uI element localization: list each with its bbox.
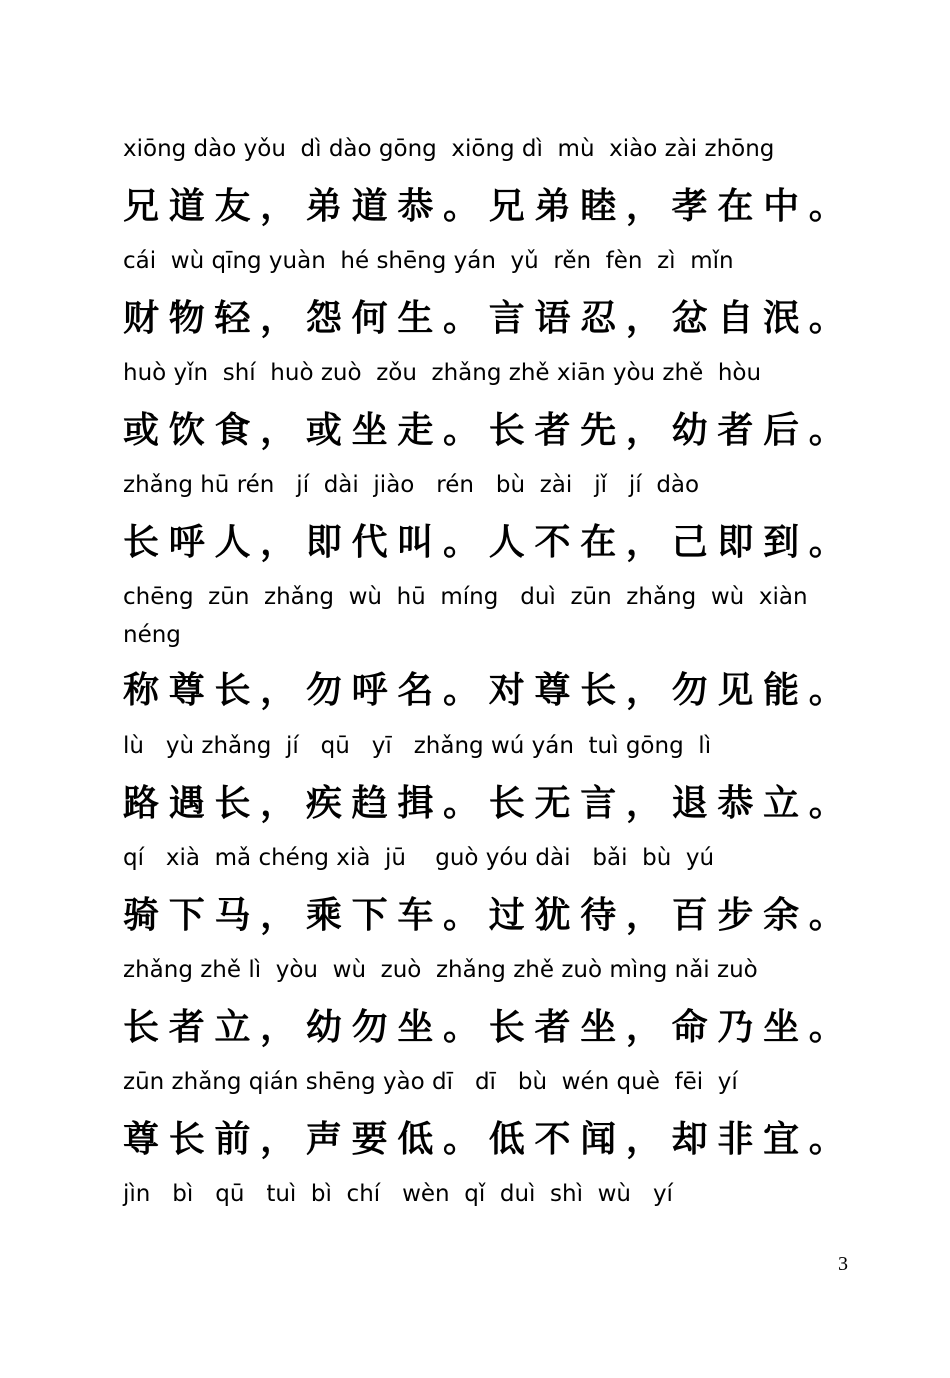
hanzi-line-9 xyxy=(123,1117,845,1161)
hanzi-char: 忍 xyxy=(580,297,617,339)
hanzi-char: 待 xyxy=(580,894,617,936)
punctuation-mark: ， xyxy=(625,894,662,936)
hanzi-char: 泯 xyxy=(763,297,800,339)
hanzi-char: 食 xyxy=(214,409,251,451)
hanzi-char: 财 xyxy=(123,297,160,339)
punctuation-mark: 。 xyxy=(443,669,480,711)
punctuation-mark: ， xyxy=(260,1006,297,1048)
hanzi-char: 非 xyxy=(717,1118,754,1160)
hanzi-line-7 xyxy=(123,893,845,937)
punctuation-mark: 。 xyxy=(808,409,845,451)
hanzi-char: 对 xyxy=(488,669,525,711)
hanzi-char: 坐 xyxy=(580,1006,617,1048)
hanzi-char: 见 xyxy=(717,669,754,711)
punctuation-mark: ， xyxy=(625,1006,662,1048)
hanzi-char: 命 xyxy=(671,1006,708,1048)
hanzi-char: 坐 xyxy=(351,409,388,451)
punctuation-mark: ， xyxy=(260,1118,297,1160)
hanzi-char: 者 xyxy=(168,1006,205,1048)
hanzi-char: 或 xyxy=(123,409,160,451)
punctuation-mark: 。 xyxy=(808,782,845,824)
hanzi-char: 称 xyxy=(123,669,160,711)
hanzi-char: 尊 xyxy=(534,669,571,711)
pinyin-line-2: cái wù qīng yuàn hé shēng yán yǔ rěn fèn zì mǐn xyxy=(123,248,734,274)
hanzi-char: 能 xyxy=(763,669,800,711)
hanzi-char: 宜 xyxy=(763,1118,800,1160)
hanzi-line-6 xyxy=(123,781,845,825)
hanzi-char: 骑 xyxy=(123,894,160,936)
punctuation-mark: ， xyxy=(625,409,662,451)
hanzi-char: 长 xyxy=(123,1006,160,1048)
hanzi-char: 自 xyxy=(717,297,754,339)
hanzi-char: 立 xyxy=(763,782,800,824)
hanzi-char: 下 xyxy=(168,894,205,936)
pinyin-line-5: chēng zūn zhǎng wù hū míng duì zūn zhǎng wù xiàn néng xyxy=(123,584,815,648)
hanzi-char: 在 xyxy=(580,521,617,563)
punctuation-mark: ， xyxy=(260,782,297,824)
hanzi-char: 人 xyxy=(214,521,251,563)
hanzi-char: 坐 xyxy=(397,1006,434,1048)
hanzi-char: 或 xyxy=(305,409,342,451)
punctuation-mark: 。 xyxy=(443,1006,480,1048)
hanzi-char: 何 xyxy=(351,297,388,339)
hanzi-char: 道 xyxy=(168,185,205,227)
hanzi-char: 到 xyxy=(763,521,800,563)
hanzi-char: 揖 xyxy=(397,782,434,824)
hanzi-char: 却 xyxy=(671,1118,708,1160)
punctuation-mark: 。 xyxy=(808,1118,845,1160)
hanzi-char: 勿 xyxy=(305,669,342,711)
hanzi-char: 幼 xyxy=(671,409,708,451)
pinyin-line-8: zhǎng zhě lì yòu wù zuò zhǎng zhě zuò mìng nǎi zuò xyxy=(123,957,758,983)
hanzi-char: 长 xyxy=(214,782,251,824)
hanzi-char: 物 xyxy=(168,297,205,339)
punctuation-mark: 。 xyxy=(808,669,845,711)
hanzi-char: 长 xyxy=(488,409,525,451)
page-number: 3 xyxy=(838,1253,848,1275)
hanzi-char: 在 xyxy=(717,185,754,227)
punctuation-mark: 。 xyxy=(443,409,480,451)
punctuation-mark: 。 xyxy=(443,894,480,936)
hanzi-char: 下 xyxy=(351,894,388,936)
hanzi-char: 立 xyxy=(214,1006,251,1048)
pinyin-line-3: huò yǐn shí huò zuò zǒu zhǎng zhě xiān yòu zhě hòu xyxy=(123,360,762,386)
hanzi-char: 勿 xyxy=(671,669,708,711)
hanzi-char: 幼 xyxy=(305,1006,342,1048)
hanzi-char: 过 xyxy=(488,894,525,936)
hanzi-char: 无 xyxy=(534,782,571,824)
punctuation-mark: ， xyxy=(625,521,662,563)
hanzi-char: 代 xyxy=(351,521,388,563)
hanzi-line-1 xyxy=(123,184,845,228)
pinyin-line-1: xiōng dào yǒu dì dào gōng xiōng dì mù xiào zài zhōng xyxy=(123,136,775,162)
pinyin-line-7: qí xià mǎ chéng xià jū guò yóu dài bǎi bù yú xyxy=(123,845,715,871)
punctuation-mark: ， xyxy=(625,782,662,824)
punctuation-mark: 。 xyxy=(808,297,845,339)
hanzi-char: 疾 xyxy=(305,782,342,824)
hanzi-line-5 xyxy=(123,668,845,712)
punctuation-mark: ， xyxy=(260,297,297,339)
hanzi-char: 睦 xyxy=(580,185,617,227)
punctuation-mark: ， xyxy=(625,185,662,227)
hanzi-char: 低 xyxy=(397,1118,434,1160)
punctuation-mark: ， xyxy=(260,409,297,451)
hanzi-char: 饮 xyxy=(168,409,205,451)
punctuation-mark: 。 xyxy=(443,1118,480,1160)
hanzi-line-2 xyxy=(123,296,845,340)
hanzi-char: 长 xyxy=(580,669,617,711)
hanzi-char: 名 xyxy=(397,669,434,711)
hanzi-char: 乃 xyxy=(717,1006,754,1048)
hanzi-char: 长 xyxy=(214,669,251,711)
hanzi-char: 余 xyxy=(763,894,800,936)
hanzi-char: 言 xyxy=(488,297,525,339)
hanzi-char: 孝 xyxy=(671,185,708,227)
hanzi-char: 犹 xyxy=(534,894,571,936)
pinyin-line-10: jìn bì qū tuì bì chí wèn qǐ duì shì wù yí xyxy=(123,1181,673,1207)
hanzi-char: 道 xyxy=(351,185,388,227)
hanzi-line-8 xyxy=(123,1005,845,1049)
hanzi-char: 不 xyxy=(534,521,571,563)
punctuation-mark: ， xyxy=(625,669,662,711)
pinyin-line-4: zhǎng hū rén jí dài jiào rén bù zài jǐ jí dào xyxy=(123,472,700,498)
hanzi-char: 弟 xyxy=(305,185,342,227)
hanzi-char: 长 xyxy=(488,782,525,824)
hanzi-char: 闻 xyxy=(580,1118,617,1160)
punctuation-mark: 。 xyxy=(443,782,480,824)
hanzi-char: 长 xyxy=(168,1118,205,1160)
hanzi-char: 声 xyxy=(305,1118,342,1160)
pinyin-line-6: lù yù zhǎng jí qū yī zhǎng wú yán tuì gōng lì xyxy=(123,733,712,759)
hanzi-char: 前 xyxy=(214,1118,251,1160)
hanzi-char: 勿 xyxy=(351,1006,388,1048)
hanzi-char: 者 xyxy=(534,409,571,451)
hanzi-char: 百 xyxy=(671,894,708,936)
hanzi-char: 要 xyxy=(351,1118,388,1160)
hanzi-char: 轻 xyxy=(214,297,251,339)
hanzi-char: 弟 xyxy=(534,185,571,227)
punctuation-mark: 。 xyxy=(443,185,480,227)
hanzi-char: 友 xyxy=(214,185,251,227)
hanzi-char: 走 xyxy=(397,409,434,451)
hanzi-line-4 xyxy=(123,520,845,564)
hanzi-char: 坐 xyxy=(763,1006,800,1048)
hanzi-char: 长 xyxy=(123,521,160,563)
hanzi-char: 低 xyxy=(488,1118,525,1160)
hanzi-char: 乘 xyxy=(305,894,342,936)
hanzi-char: 兄 xyxy=(488,185,525,227)
hanzi-char: 己 xyxy=(671,521,708,563)
hanzi-char: 恭 xyxy=(397,185,434,227)
hanzi-char: 即 xyxy=(305,521,342,563)
hanzi-char: 言 xyxy=(580,782,617,824)
hanzi-char: 中 xyxy=(763,185,800,227)
punctuation-mark: ， xyxy=(260,669,297,711)
punctuation-mark: ， xyxy=(260,894,297,936)
punctuation-mark: 。 xyxy=(808,521,845,563)
hanzi-char: 步 xyxy=(717,894,754,936)
hanzi-char: 呼 xyxy=(168,521,205,563)
hanzi-char: 语 xyxy=(534,297,571,339)
punctuation-mark: 。 xyxy=(443,521,480,563)
hanzi-char: 退 xyxy=(671,782,708,824)
punctuation-mark: ， xyxy=(260,185,297,227)
punctuation-mark: 。 xyxy=(443,297,480,339)
hanzi-char: 尊 xyxy=(123,1118,160,1160)
hanzi-char: 遇 xyxy=(168,782,205,824)
punctuation-mark: 。 xyxy=(808,185,845,227)
hanzi-char: 马 xyxy=(214,894,251,936)
hanzi-char: 生 xyxy=(397,297,434,339)
punctuation-mark: 。 xyxy=(808,894,845,936)
punctuation-mark: ， xyxy=(260,521,297,563)
hanzi-char: 后 xyxy=(763,409,800,451)
hanzi-char: 恭 xyxy=(717,782,754,824)
hanzi-char: 路 xyxy=(123,782,160,824)
punctuation-mark: 。 xyxy=(808,1006,845,1048)
hanzi-char: 趋 xyxy=(351,782,388,824)
hanzi-char: 先 xyxy=(580,409,617,451)
hanzi-char: 即 xyxy=(717,521,754,563)
hanzi-char: 兄 xyxy=(123,185,160,227)
hanzi-char: 忿 xyxy=(671,297,708,339)
hanzi-char: 者 xyxy=(534,1006,571,1048)
pinyin-line-9: zūn zhǎng qián shēng yào dī dī bù wén què fēi yí xyxy=(123,1069,738,1095)
hanzi-char: 呼 xyxy=(351,669,388,711)
hanzi-char: 尊 xyxy=(168,669,205,711)
punctuation-mark: ， xyxy=(625,297,662,339)
hanzi-char: 人 xyxy=(488,521,525,563)
hanzi-char: 怨 xyxy=(305,297,342,339)
hanzi-char: 叫 xyxy=(397,521,434,563)
hanzi-char: 长 xyxy=(488,1006,525,1048)
hanzi-char: 不 xyxy=(534,1118,571,1160)
hanzi-char: 者 xyxy=(717,409,754,451)
hanzi-line-3 xyxy=(123,408,845,452)
hanzi-char: 车 xyxy=(397,894,434,936)
punctuation-mark: ， xyxy=(625,1118,662,1160)
